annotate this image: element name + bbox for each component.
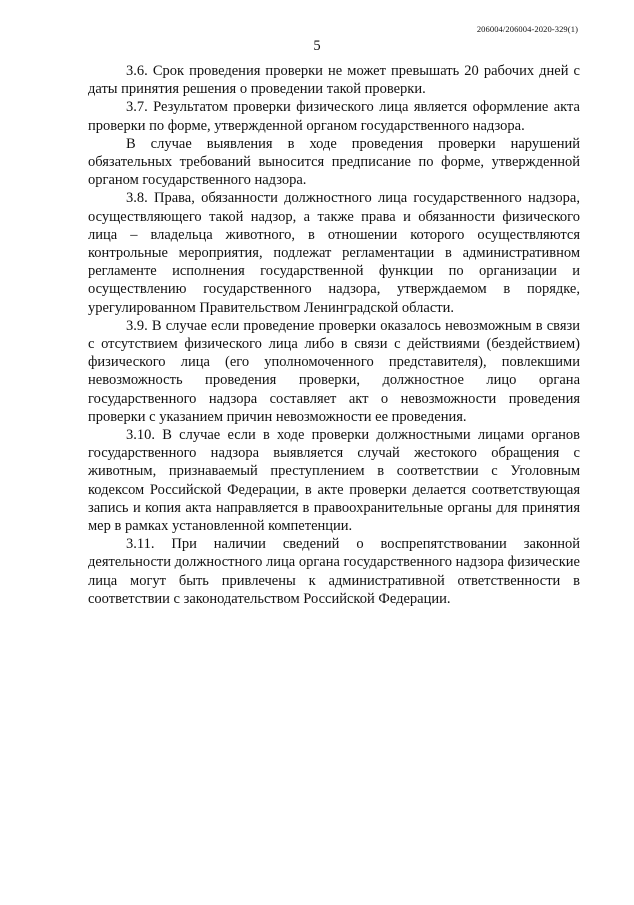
- paragraph-3-7: 3.7. Результатом проверки физического лица является оформление акта проверки по форме, утвержденной органом государственного надзора.: [88, 99, 580, 134]
- paragraph-3-10: 3.10. В случае если в ходе проверки должностными лицами органов государственного надзора выявляется случай жестокого обращения с животным, признаваемый преступлением в соответствии с Уголовным кодексом Российской Федерации, в акте проверки делается соответствующая запись и копия акта направляется в правоохранительные органы для принятия мер в рамках установленной компетенции.: [88, 427, 580, 535]
- page-number: 5: [313, 38, 321, 54]
- document-id: 206004/206004-2020-329(1): [476, 24, 578, 34]
- paragraph-3-6: 3.6. Срок проведения проверки не может превышать 20 рабочих дней с даты принятия решения о проведении такой проверки.: [88, 63, 580, 98]
- paragraph-3-8: 3.8. Права, обязанности должностного лица государственного надзора, осуществляющего такой надзор, а также права и обязанности физического лица – владельца животного, в отношении которого осуществляются контрольные мероприятия, подлежат регламентации в административном регламенте исполнения государственной функции по организации и осуществлению государственного надзора, утверждаемом в порядке, урегулированном Правительством Ленинградской области.: [88, 190, 580, 316]
- paragraph-3-9: 3.9. В случае если проведение проверки оказалось невозможным в связи с отсутствием физического лица либо в связи с действиями (бездействием) физического лица (его уполномоченного представителя), повлекшими невозможность проведения проверки, должностное лицо органа государственного надзора составляет акт о невозможности проведения проверки с указанием причин невозможности ее проведения.: [88, 317, 580, 425]
- paragraph-3-7-violations: В случае выявления в ходе проведения проверки нарушений обязательных требований выносится предписание по форме, утвержденной органом государственного надзора.: [88, 135, 580, 189]
- document-body: [88, 62, 580, 608]
- paragraph-3-11: 3.11. При наличии сведений о воспрепятствовании законной деятельности должностного лица органа государственного надзора физические лица могут быть привлечены к административной ответственности в соответствии с законодательством Российской Федерации.: [88, 536, 580, 607]
